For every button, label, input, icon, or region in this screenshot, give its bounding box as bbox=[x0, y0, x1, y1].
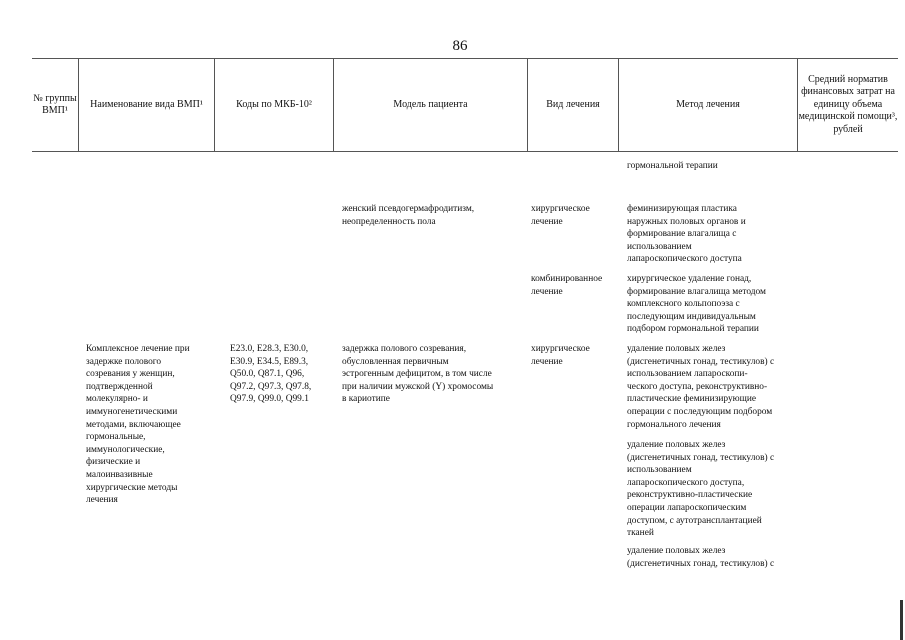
header-group-number: № группы ВМП¹ bbox=[33, 92, 77, 116]
table-header-bottom-border bbox=[32, 151, 898, 152]
row-1-method: гормональной терапии bbox=[627, 161, 718, 171]
row-4-patient-model: задержка полового созревания, обусловленная первичным эстрогенным дефицитом, в том числе при наличии мужской (Y) хромосомы в кариотипе bbox=[342, 344, 494, 405]
header-vmp-name: Наименование вида ВМП¹ bbox=[90, 98, 203, 110]
header-treatment-type: Вид лечения bbox=[546, 98, 600, 110]
row-4-treatment-type: хирургическое лечение bbox=[531, 344, 590, 367]
row-4-method: удаление половых желез (дисгенетичных гонад, тестикулов) с использованием лапароскопи- ческого доступа, реконструктивно- пластические феминизирующие операции с последующим подбором гормонального лечения bbox=[627, 344, 775, 430]
row-2-patient-model: женский псевдогермафродитизм, неопределенность пола bbox=[342, 204, 475, 227]
header-patient-model: Модель пациента bbox=[393, 98, 468, 110]
header-icd-codes: Коды по МКБ-10² bbox=[236, 98, 312, 110]
header-cost-standard: Средний норматив финансовых затрат на единицу объема медицинской помощи³, рублей bbox=[798, 73, 898, 135]
page-number: 86 bbox=[452, 38, 468, 54]
row-2-treatment-type: хирургическое лечение bbox=[531, 204, 590, 227]
header-treatment-method: Метод лечения bbox=[676, 98, 740, 110]
row-2-method: феминизирующая пластика наружных половых органов и формирование влагалища с использованием лапароскопического доступа bbox=[627, 204, 746, 265]
row-4-icd-codes: E23.0, E28.3, E30.0, E30.9, E34.5, E89.3, Q50.0, Q87.1, Q96, Q97.2, Q97.3, Q97.8, Q97.9, Q99.0, Q99.1 bbox=[230, 344, 312, 405]
row-5-method: удаление половых желез (дисгенетичных гонад, тестикулов) с использованием лапароскопического доступа, реконструктивно-пластические операции лапароскопическим доступом, с аутотрансплантацией тканей bbox=[627, 440, 775, 539]
scan-edge-mark bbox=[900, 600, 903, 640]
row-6-method: удаление половых желез (дисгенетичных гонад, тестикулов) с bbox=[627, 546, 775, 569]
row-3-treatment-type: комбинированное лечение bbox=[531, 274, 603, 297]
row-4-vmp-name: Комплексное лечение при задержке полового созревания у женщин, подтвержденной молекулярно- и иммуногенетическими методами, включающее гормональные, иммунологические, физические и малоинвазивные хирургические методы лечения bbox=[86, 344, 190, 506]
row-3-method: хирургическое удаление гонад, формирование влагалища методом комплексного кольпопоэза с последующим индивидуальным подбором гормональной терапии bbox=[627, 274, 766, 335]
